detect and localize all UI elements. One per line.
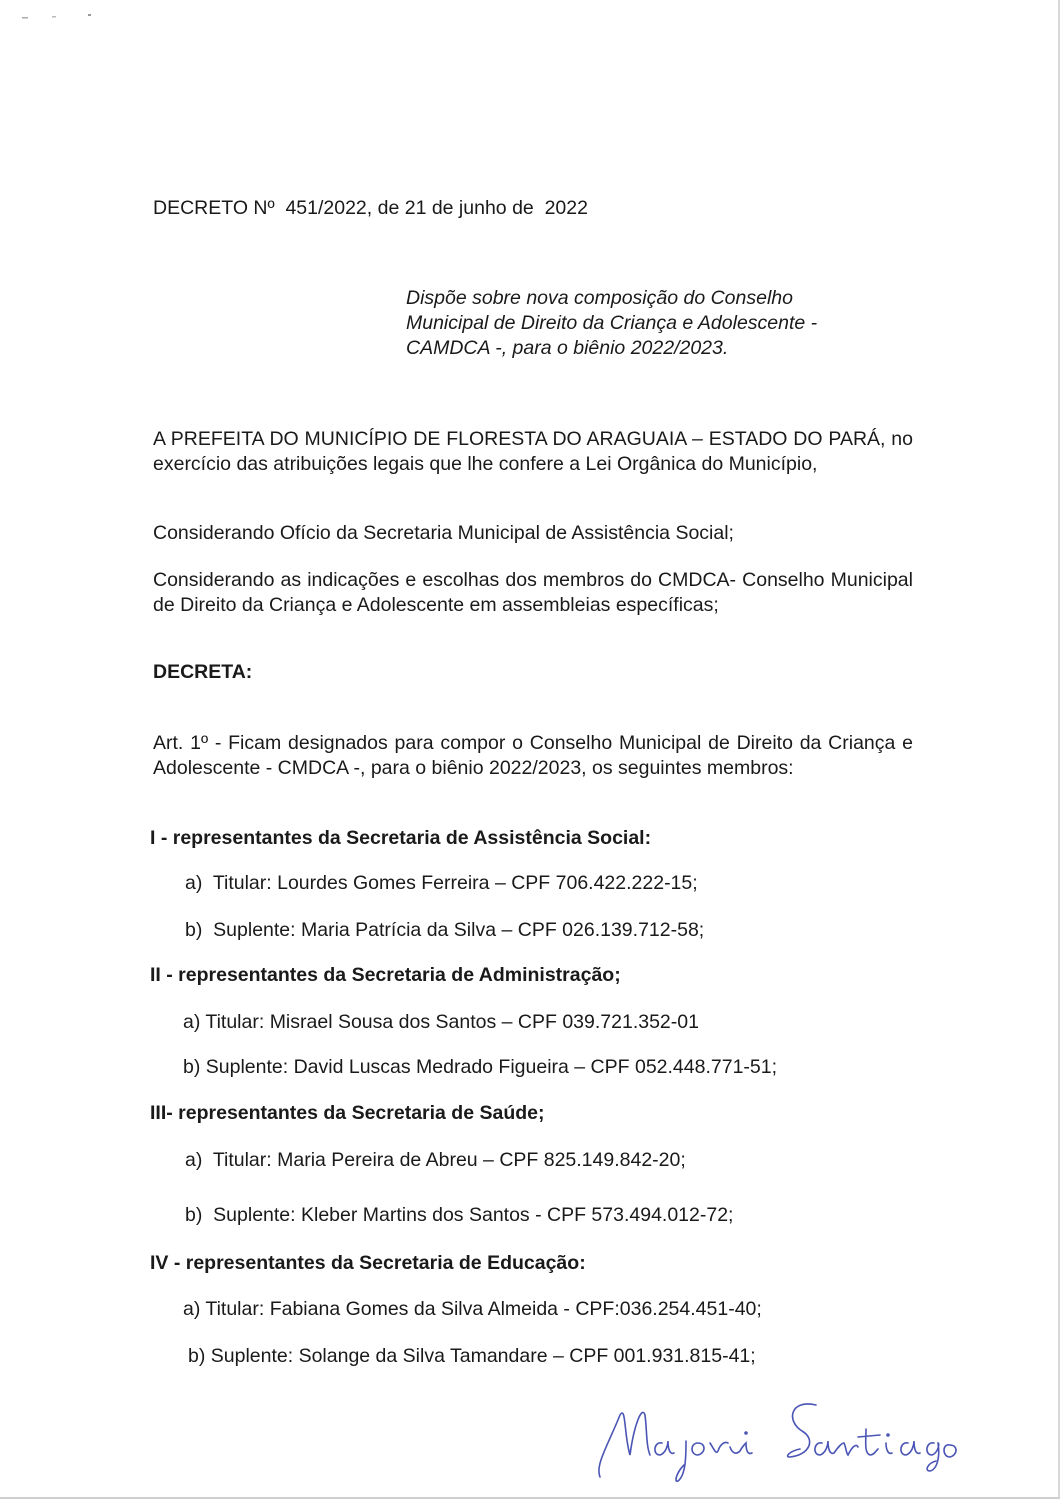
preamble: A PREFEITA DO MUNICÍPIO DE FLORESTA DO ARAGUAIA – ESTADO DO PARÁ, no exercício das atribuições legais que lhe confere a Lei Orgânica do Município,	[153, 428, 913, 475]
decree-summary: Dispõe sobre nova composição do Conselho Municipal de Direito da Criança e Adolescente - CAMDCA -, para o biênio 2022/2023.	[406, 287, 818, 359]
member-titular: a) Titular: Lourdes Gomes Ferreira – CPF 706.422.222-15;	[185, 872, 698, 894]
decree-title: DECRETO Nº 451/2022, de 21 de junho de 2022	[153, 197, 588, 219]
considerando-2: Considerando as indicações e escolhas dos membros do CMDCA- Conselho Municipal de Direito da Criança e Adolescente em assembleias específicas;	[153, 569, 913, 616]
scan-specks	[22, 14, 102, 20]
article-1: Art. 1º - Ficam designados para compor o Conselho Municipal de Direito da Criança e Adolescente - CMDCA -, para o biênio 2022/2023, os seguintes membros:	[153, 732, 913, 779]
member-titular: a) Titular: Misrael Sousa dos Santos – CPF 039.721.352-01	[183, 1011, 699, 1033]
considerando-1: Considerando Ofício da Secretaria Municipal de Assistência Social;	[153, 522, 734, 544]
section-heading: I - representantes da Secretaria de Assistência Social:	[150, 827, 652, 849]
member-suplente: b) Suplente: David Luscas Medrado Figueira – CPF 052.448.771-51;	[183, 1056, 778, 1078]
handwritten-signature	[590, 1385, 960, 1485]
section-heading: IV - representantes da Secretaria de Educação:	[150, 1252, 586, 1274]
member-titular: a) Titular: Fabiana Gomes da Silva Almeida - CPF:036.254.451-40;	[183, 1298, 762, 1320]
member-suplente: b) Suplente: Kleber Martins dos Santos - CPF 573.494.012-72;	[185, 1204, 734, 1226]
member-suplente: b) Suplente: Maria Patrícia da Silva – CPF 026.139.712-58;	[185, 919, 705, 941]
member-titular: a) Titular: Maria Pereira de Abreu – CPF 825.149.842-20;	[185, 1149, 686, 1171]
section-heading: III- representantes da Secretaria de Saúde;	[150, 1102, 545, 1124]
section-heading: II - representantes da Secretaria de Administração;	[150, 964, 621, 986]
member-suplente: b) Suplente: Solange da Silva Tamandare – CPF 001.931.815-41;	[188, 1345, 756, 1367]
decreta-heading: DECRETA:	[153, 661, 253, 683]
